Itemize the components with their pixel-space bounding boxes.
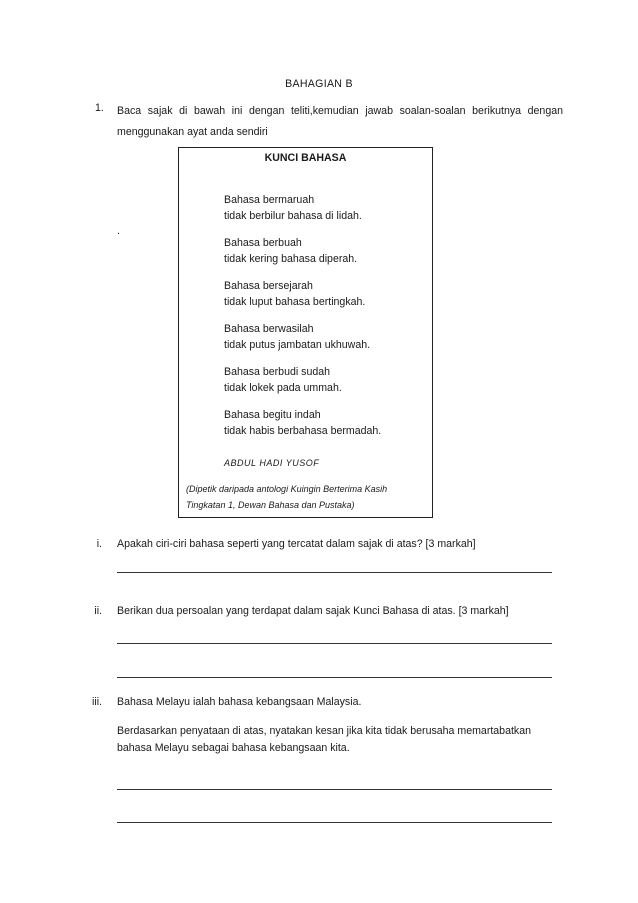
section-title: BAHAGIAN B xyxy=(285,78,353,90)
answer-line[interactable] xyxy=(117,677,552,678)
poem-line: tidak kering bahasa diperah. xyxy=(224,253,358,265)
poem-source-line: Tingkatan 1, Dewan Bahasa dan Pustaka) xyxy=(186,500,355,510)
subquestion-text: Berikan dua persoalan yang terdapat dalam sajak Kunci Bahasa di atas. [3 markah] xyxy=(117,605,509,617)
poem-stanza xyxy=(224,192,362,224)
poem-line: Bahasa bermaruah xyxy=(224,194,315,206)
poem-stanza xyxy=(224,407,381,439)
poem-line: tidak putus jambatan ukhuwah. xyxy=(224,339,371,351)
poem-stanza xyxy=(224,278,365,310)
question-number: 1. xyxy=(95,102,104,114)
poem-line: tidak luput bahasa bertingkah. xyxy=(224,296,366,308)
subquestion-paragraph-line: bahasa Melayu sebagai bahasa kebangsaan kita. xyxy=(117,742,350,754)
poem-line: Bahasa berwasilah xyxy=(224,323,314,335)
question-instruction: Baca sajak di bawah ini dengan teliti,kemudian jawab soalan-soalan berikutnya dengan menggunakan ayat anda sendiri xyxy=(117,105,563,138)
poem-line: Bahasa berbuah xyxy=(224,237,302,249)
subquestion-numeral: i. xyxy=(96,538,102,550)
poem-line: Bahasa bersejarah xyxy=(224,280,313,292)
poem-line: tidak lokek pada ummah. xyxy=(224,382,342,394)
poem-source xyxy=(186,481,387,513)
subquestion-text: Bahasa Melayu ialah bahasa kebangsaan Malaysia. xyxy=(117,696,362,708)
stray-dot: . xyxy=(117,225,120,237)
answer-line[interactable] xyxy=(117,572,552,573)
poem-line: Bahasa berbudi sudah xyxy=(224,366,331,378)
poem-author: ABDUL HADI YUSOF xyxy=(224,458,320,468)
subquestion-numeral: ii. xyxy=(94,605,102,617)
subquestion-text: Apakah ciri-ciri bahasa seperti yang tercatat dalam sajak di atas? [3 markah] xyxy=(117,538,476,550)
poem-line: tidak habis berbahasa bermadah. xyxy=(224,425,382,437)
poem-stanza xyxy=(224,364,342,396)
answer-line[interactable] xyxy=(117,822,552,823)
poem-stanza xyxy=(224,235,357,267)
answer-line[interactable] xyxy=(117,643,552,644)
poem-line: Bahasa begitu indah xyxy=(224,409,321,421)
poem-source-line: (Dipetik daripada antologi Kuingin Berterima Kasih xyxy=(186,484,388,494)
subquestion-paragraph-line: Berdasarkan penyataan di atas, nyatakan kesan jika kita tidak berusaha memartabatkan xyxy=(117,725,531,737)
answer-line[interactable] xyxy=(117,789,552,790)
poem-title: KUNCI BAHASA xyxy=(264,152,347,164)
poem-stanza xyxy=(224,321,370,353)
poem-line: tidak berbilur bahasa di lidah. xyxy=(224,210,362,222)
subquestion-numeral: iii. xyxy=(91,696,102,708)
